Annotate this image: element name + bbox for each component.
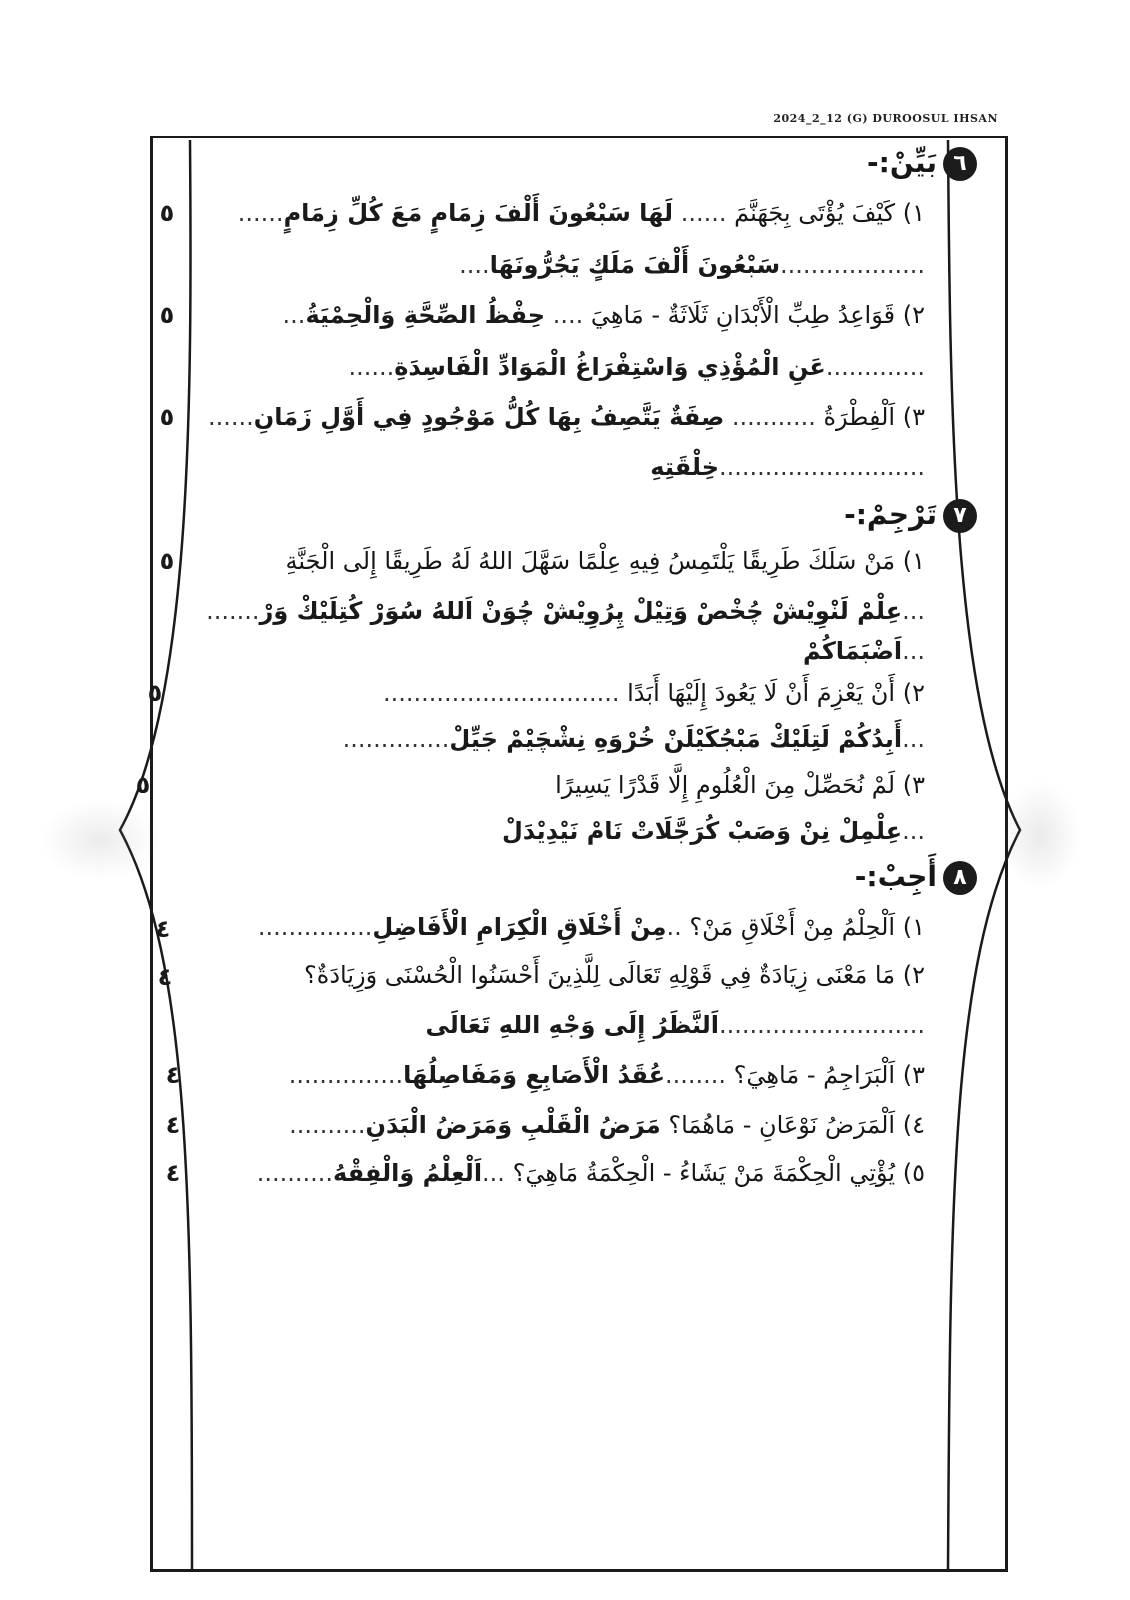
answer-text: صِفَةٌ يَتَّصِفُ بِهَا كُلُّ مَوْجُودٍ فِي أَوَّلِ زَمَانِ bbox=[253, 403, 725, 431]
question-number: ٣) bbox=[902, 771, 925, 799]
mark-value: ٥ bbox=[159, 547, 175, 575]
question-text: يُؤْتِي الْحِكْمَةَ مَنْ يَشَاءُ - الْحِكْمَةُ مَاهِيَ؟ bbox=[512, 1159, 896, 1187]
question-number: ١) bbox=[902, 547, 925, 575]
question-text: اَلْمَرَضُ نَوْعَانِ - مَاهُمَا؟ bbox=[668, 1111, 896, 1139]
scan-smudge bbox=[1000, 780, 1080, 890]
mark-value: ٥ bbox=[135, 771, 151, 799]
section-title: أَجِبْ:- bbox=[854, 860, 937, 893]
question-line: ١) اَلْحِلْمُ مِنْ أَخْلَاقِ مَنْ؟ ..مِنْ أَخْلَاقِ الْكِرَامِ الْأَفَاضِلِ............... bbox=[257, 913, 925, 941]
question-line: ٣) اَلْفِطْرَةُ ........... صِفَةٌ يَتَّصِفُ بِهَا كُلُّ مَوْجُودٍ فِي أَوَّلِ زَمَانِ...... bbox=[207, 403, 925, 431]
mark-value: ٥ bbox=[147, 679, 163, 707]
mark-value: ٤ bbox=[165, 1111, 181, 1139]
question-line: ١) كَيْفَ يُؤْتَى بِجَهَنَّمَ ...... لَهَا سَبْعُونَ أَلْفَ زِمَامٍ مَعَ كُلِّ زِمَامٍ...... bbox=[237, 199, 925, 227]
answer-line: ...اَضْبَمَاكُمْ bbox=[803, 637, 925, 665]
section-heading bbox=[867, 146, 977, 181]
question-number: ٤) bbox=[902, 1111, 925, 1139]
question-text: اَلْفِطْرَةُ bbox=[823, 403, 896, 431]
answer-text: أَبِدُكُمْ لَتِلَيْكْ مَبْجُكَيْلَنْ خُرْوَهِ نِشْچَيْمْ جَيِّلْ bbox=[449, 725, 903, 753]
question-text: مَنْ سَلَكَ طَرِيقًا يَلْتَمِسُ فِيهِ عِلْمًا سَهَّلَ اللهُ لَهُ طَرِيقًا إِلَى الْجَنَّةِ bbox=[285, 547, 896, 575]
answer-text: عِلْمِلْ نِنْ وَصَبْ كُرَجَّلَاتْ نَامْ نَيْدِيْدَلْ bbox=[501, 817, 903, 845]
answer-text: سَبْعُونَ أَلْفَ مَلَكٍ يَجُرُّونَهَا bbox=[489, 251, 781, 279]
section-title: بَيِّنْ:- bbox=[867, 146, 937, 179]
answer-text: حِفْظُ الصِّحَّةِ وَالْحِمْيَةُ bbox=[305, 301, 546, 329]
answer-text: خِلْقَتِهِ bbox=[650, 453, 720, 481]
answer-line: ...........................اَلنَّظَرُ إِلَى وَجْهِ اللهِ تَعَالَى bbox=[425, 1011, 925, 1039]
question-number: ٢) bbox=[902, 679, 925, 707]
answer-text: لَهَا سَبْعُونَ أَلْفَ زِمَامٍ مَعَ كُلِّ زِمَامٍ bbox=[283, 199, 674, 227]
mark-value: ٤ bbox=[155, 915, 171, 943]
question-number: ١) bbox=[902, 913, 925, 941]
mark-value: ٤ bbox=[165, 1061, 181, 1089]
answer-line: ...أَبِدُكُمْ لَتِلَيْكْ مَبْجُكَيْلَنْ خُرْوَهِ نِشْچَيْمْ جَيِّلْ.............. bbox=[342, 725, 925, 753]
question-text: كَيْفَ يُؤْتَى بِجَهَنَّمَ bbox=[734, 199, 896, 227]
answer-text: اَضْبَمَاكُمْ bbox=[803, 637, 903, 665]
question-number: ٣) bbox=[902, 403, 925, 431]
question-text: مَا مَعْنَى زِيَادَةٌ فِي قَوْلِهِ تَعَالَى لِلَّذِينَ أَحْسَنُوا الْحُسْنَى وَزِيَادَةٌ؟ bbox=[304, 961, 896, 989]
question-number: ٢) bbox=[902, 961, 925, 989]
question-line: ٢) قَوَاعِدُ طِبِّ الْأَبْدَانِ ثَلَاثَةٌ - مَاهِيَ .... حِفْظُ الصِّحَّةِ وَالْحِمْيَةُ... bbox=[282, 301, 925, 329]
section-number-badge: ٦ bbox=[943, 147, 977, 181]
answer-text: مِنْ أَخْلَاقِ الْكِرَامِ الْأَفَاضِلِ bbox=[372, 913, 667, 941]
answer-text: اَلنَّظَرُ إِلَى وَجْهِ اللهِ تَعَالَى bbox=[425, 1011, 720, 1039]
section-heading bbox=[855, 860, 977, 895]
answer-text: عَنِ الْمُؤْذِي وَاسْتِفْرَاغُ الْمَوَادِّ الْفَاسِدَةِ bbox=[394, 353, 826, 381]
mark-value: ٥ bbox=[159, 403, 175, 431]
answer-line: ...........................خِلْقَتِهِ bbox=[650, 453, 925, 481]
mark-value: ٥ bbox=[159, 199, 175, 227]
exam-content bbox=[205, 140, 965, 1220]
answer-text: عُقَدُ الْأَصَابِعِ وَمَفَاصِلُهَا bbox=[403, 1061, 665, 1089]
question-line bbox=[286, 544, 925, 578]
question-line: ٢) أَنْ يَعْزِمَ أَنْ لَا يَعُودَ إِلَيْهَا أَبَدًا ............................... bbox=[382, 679, 925, 707]
question-text: اَلْبَرَاجِمُ - مَاهِيَ؟ bbox=[733, 1061, 896, 1089]
question-line: ٥) يُؤْتِي الْحِكْمَةَ مَنْ يَشَاءُ - الْحِكْمَةُ مَاهِيَ؟ ...اَلْعِلْمُ وَالْفِقْهُ.......... bbox=[256, 1159, 925, 1187]
question-line bbox=[304, 958, 925, 992]
section-number-badge: ٧ bbox=[943, 499, 977, 533]
question-text: قَوَاعِدُ طِبِّ الْأَبْدَانِ ثَلَاثَةٌ - مَاهِيَ bbox=[590, 301, 896, 329]
question-number: ٥) bbox=[902, 1159, 925, 1187]
header-code: 2024_2_12 (G) DUROOSUL IHSAN bbox=[773, 112, 998, 125]
section-title: تَرْجِمْ:- bbox=[844, 498, 937, 531]
question-number: ١) bbox=[902, 199, 925, 227]
section-number-badge: ٨ bbox=[943, 861, 977, 895]
question-line: ٤) اَلْمَرَضُ نَوْعَانِ - مَاهُمَا؟ مَرَضُ الْقَلْبِ وَمَرَضُ الْبَدَنِ.......... bbox=[289, 1111, 925, 1139]
scan-smudge bbox=[40, 800, 160, 880]
answer-text: عِلْمْ لَنْوِيْشْ چُخْصْ وَتِيْلْ پِرُوِيْشْ چُوَنْ اَللهُ سُوَرْ كُتِلَيْكْ وَرْ bbox=[259, 597, 903, 625]
question-text: اَلْحِلْمُ مِنْ أَخْلَاقِ مَنْ؟ bbox=[689, 913, 896, 941]
section-heading bbox=[844, 498, 977, 533]
answer-line: ...عِلْمِلْ نِنْ وَصَبْ كُرَجَّلَاتْ نَامْ نَيْدِيْدَلْ bbox=[501, 817, 925, 845]
answer-text: مَرَضُ الْقَلْبِ وَمَرَضُ الْبَدَنِ bbox=[365, 1111, 661, 1139]
answer-line: .............عَنِ الْمُؤْذِي وَاسْتِفْرَاغُ الْمَوَادِّ الْفَاسِدَةِ...... bbox=[348, 353, 925, 381]
answer-line: ...عِلْمْ لَنْوِيْشْ چُخْصْ وَتِيْلْ پِرُوِيْشْ چُوَنْ اَللهُ سُوَرْ كُتِلَيْكْ وَرْ....... bbox=[206, 597, 925, 625]
answer-line: ...................سَبْعُونَ أَلْفَ مَلَكٍ يَجُرُّونَهَا.... bbox=[459, 251, 925, 279]
question-number: ٣) bbox=[902, 1061, 925, 1089]
mark-value: ٤ bbox=[157, 963, 173, 991]
answer-text: اَلْعِلْمُ وَالْفِقْهُ bbox=[333, 1159, 483, 1187]
question-number: ٢) bbox=[902, 301, 925, 329]
question-text: أَنْ يَعْزِمَ أَنْ لَا يَعُودَ إِلَيْهَا أَبَدًا bbox=[627, 679, 896, 707]
question-line bbox=[555, 768, 925, 802]
mark-value: ٤ bbox=[165, 1159, 181, 1187]
question-text: لَمْ نُحَصِّلْ مِنَ الْعُلُومِ إِلَّا قَدْرًا يَسِيرًا bbox=[555, 771, 896, 799]
question-line: ٣) اَلْبَرَاجِمُ - مَاهِيَ؟ ........عُقَدُ الْأَصَابِعِ وَمَفَاصِلُهَا............... bbox=[288, 1061, 925, 1089]
mark-value: ٥ bbox=[159, 301, 175, 329]
